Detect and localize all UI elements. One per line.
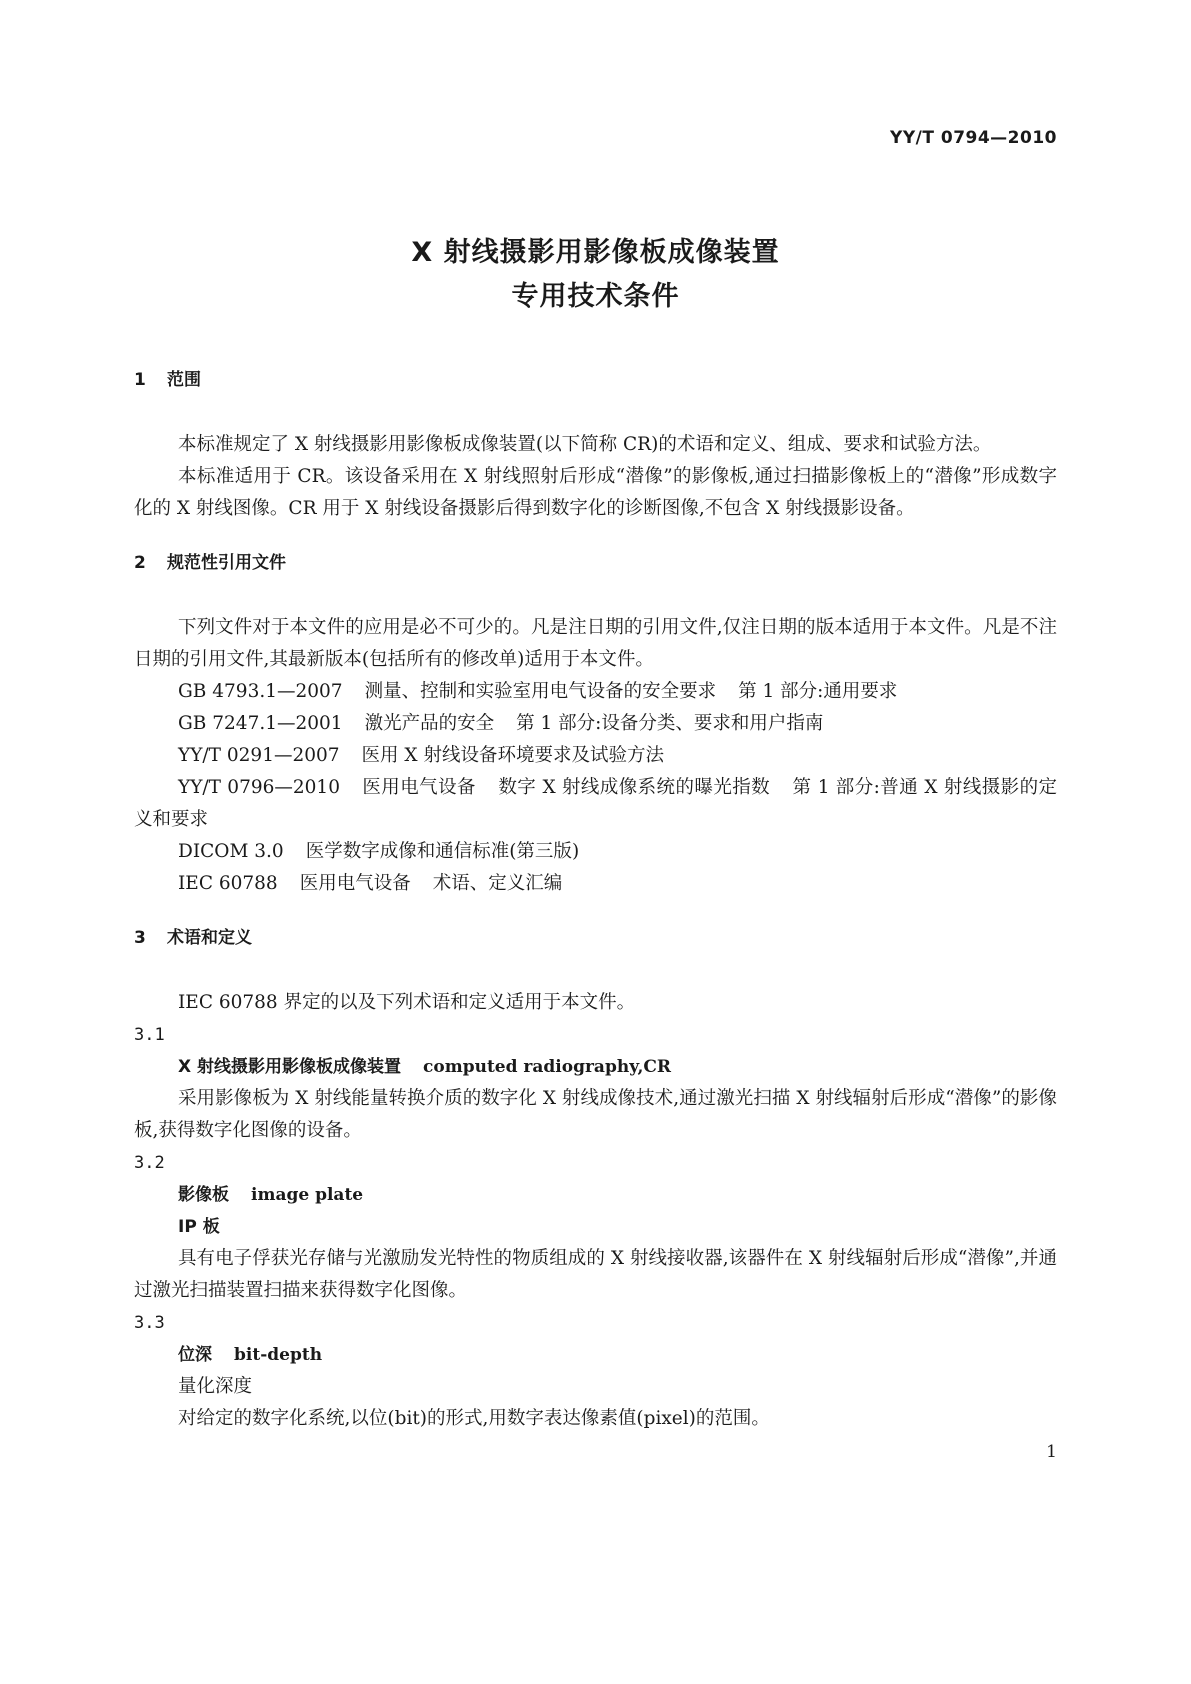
reference-title: 医学数字成像和通信标准(第三版) xyxy=(305,841,580,862)
reference-item xyxy=(134,740,1057,772)
term-heading xyxy=(134,1179,1057,1211)
document-title-line-2: 专用技术条件 xyxy=(511,281,680,312)
scope-paragraph-2: 本标准适用于 CR。该设备采用在 X 射线照射后形成“潜像”的影像板,通过扫描影像板上的“潜像”形成数字化的 X 射线图像。CR 用于 X 射线设备摄影后得到数字化的诊断图像,不包含 X 射线摄影设备。 xyxy=(134,466,1057,519)
reference-code: GB 4793.1—2007 xyxy=(178,681,343,702)
term-heading xyxy=(134,1051,1057,1083)
reference-title-2: 术语、定义汇编 xyxy=(432,873,563,894)
scope-paragraph-1: 本标准规定了 X 射线摄影用影像板成像装置(以下简称 CR)的术语和定义、组成、要求和试验方法。 xyxy=(178,434,992,455)
section-title: 范围 xyxy=(167,370,201,390)
term-zh: 影像板 xyxy=(178,1185,229,1205)
references-intro: 下列文件对于本文件的应用是必不可少的。凡是注日期的引用文件,仅注日期的版本适用于本文件。凡是不注日期的引用文件,其最新版本(包括所有的修改单)适用于本文件。 xyxy=(134,617,1057,670)
section-number: 1 xyxy=(134,370,146,390)
clause-number: 3.1 xyxy=(134,1025,165,1045)
term-en: image plate xyxy=(251,1185,364,1205)
section-number: 3 xyxy=(134,928,146,948)
term-alternative: IP 板 xyxy=(178,1217,220,1237)
terms-intro: IEC 60788 界定的以及下列术语和定义适用于本文件。 xyxy=(178,992,636,1013)
reference-code: GB 7247.1—2001 xyxy=(178,713,343,734)
reference-item xyxy=(134,836,1057,868)
reference-item xyxy=(134,676,1057,708)
reference-code: YY/T 0291—2007 xyxy=(178,745,340,766)
term-definition: 对给定的数字化系统,以位(bit)的形式,用数字表达像素值(pixel)的范围。 xyxy=(178,1408,770,1429)
reference-title: 测量、控制和实验室用电气设备的安全要求 xyxy=(364,681,717,702)
reference-title: 医用电气设备 xyxy=(299,873,411,894)
reference-part: 第 1 部分:普通 X 射线摄影的定义和要求 xyxy=(134,777,1057,830)
term-zh: X 射线摄影用影像板成像装置 xyxy=(178,1057,402,1077)
term-synonym: 量化深度 xyxy=(178,1376,253,1397)
reference-title-2: 数字 X 射线成像系统的曝光指数 xyxy=(497,777,771,798)
term-definition: 采用影像板为 X 射线能量转换介质的数字化 X 射线成像技术,通过激光扫描 X 射线辐射后形成“潜像”的影像板,获得数字化图像的设备。 xyxy=(134,1088,1057,1141)
reference-title: 医用 X 射线设备环境要求及试验方法 xyxy=(361,745,664,766)
reference-code: YY/T 0796—2010 xyxy=(178,777,340,798)
reference-part: 第 1 部分:设备分类、要求和用户指南 xyxy=(516,713,824,734)
term-en: computed radiography,CR xyxy=(423,1057,672,1077)
reference-item xyxy=(134,708,1057,740)
reference-title: 激光产品的安全 xyxy=(364,713,495,734)
term-zh: 位深 xyxy=(178,1345,212,1365)
document-body xyxy=(134,368,1057,1435)
clause-number: 3.2 xyxy=(134,1153,165,1173)
section-heading-normative-references xyxy=(134,551,1057,575)
section-title: 术语和定义 xyxy=(167,928,252,948)
reference-title: 医用电气设备 xyxy=(361,777,476,798)
reference-item xyxy=(134,868,1057,900)
page-number: 1 xyxy=(1046,1442,1057,1462)
term-heading xyxy=(134,1339,1057,1371)
section-title: 规范性引用文件 xyxy=(167,553,286,573)
term-definition: 具有电子俘获光存储与光激励发光特性的物质组成的 X 射线接收器,该器件在 X 射线辐射后形成“潜像”,并通过激光扫描装置扫描来获得数字化图像。 xyxy=(134,1248,1057,1301)
term-en: bit-depth xyxy=(234,1345,323,1365)
document-title-line-1: X 射线摄影用影像板成像装置 xyxy=(411,237,780,268)
section-heading-terms-and-definitions xyxy=(134,926,1057,950)
clause-number: 3.3 xyxy=(134,1313,165,1333)
reference-code: DICOM 3.0 xyxy=(178,841,284,862)
standard-code: YY/T 0794—2010 xyxy=(890,128,1057,148)
section-heading-scope xyxy=(134,368,1057,392)
reference-item xyxy=(134,772,1057,836)
section-number: 2 xyxy=(134,553,146,573)
reference-part: 第 1 部分:通用要求 xyxy=(738,681,898,702)
reference-code: IEC 60788 xyxy=(178,873,278,894)
